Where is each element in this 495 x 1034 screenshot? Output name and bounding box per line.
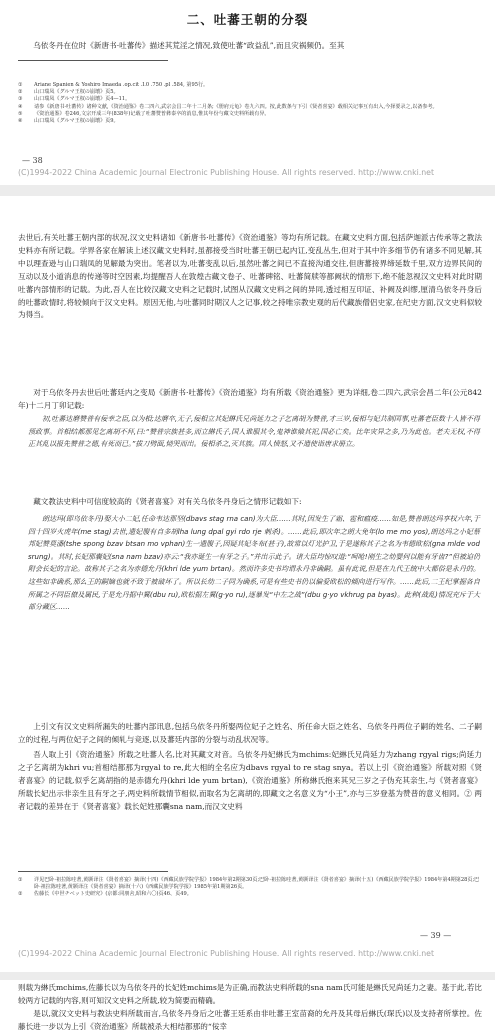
page-number-value: 38	[32, 156, 43, 165]
footnote-text: Ariane Spanien & Yoshiro Imaeda .op.cit .Ⅰ.0 .750 .pl .584, 第95行。	[34, 82, 209, 88]
paragraph-4: 上引文有汉文史料所漏失的吐蕃内部讯息,包括乌依冬丹所娶两位妃子之姓名、所任命大臣之姓名、乌依冬丹两位子嗣的姓名、二子嗣立的过程,与两位妃子之间的倾轧与竞逐,以及蕃廷内部的分裂与动乱状况等。	[18, 722, 482, 744]
page-number-dash: —	[420, 931, 431, 940]
footnote-separator	[18, 871, 168, 872]
footnote-text: 山口瑞凤《グルマ王权の崩壊》页9。	[34, 118, 119, 125]
page-38-fragment	[0, 0, 495, 185]
footnote-text: 详见巴卧·祖拉陈哇著,黄颢译注《贤者喜宴》摘译(十四)《西藏民族学院学报》1984年第2期第30页;巴卧·祖拉陈哇著,黄颢译注《贤者喜宴》摘译(十五)《西藏民族学院学报》1984年第4期第28页;巴卧·祖拉陈哇著,黄颢译注《贤者喜宴》摘译(十六)《西藏民族学院学报》1985年第1期第26页。	[34, 877, 480, 891]
quote-zizhi-tongjian: 初,吐蕃达磨赞普有佞幸之臣,以为相;达磨卒,无子,佞相立其妃綝氏兄尚延力之子乞离胡为赞普,才三岁,佞相与妃共制国事,吐蕃老臣数十人皆不得预政事。首相结都那见乞离胡不拜,曰:“赞普宗族甚多,而立綝氏子,国人谁服其令,鬼神谁飨其祀,国必亡矣。比年灾异之多,乃为此也。老夫无权,不得正其乱以报先赞普之德,有死而已。”拔刀劈面,恸哭而出。佞相杀之,灭其族。国人愤怒,又不遣使诣唐求册立。	[28, 415, 480, 449]
footnote-text: 佐藤长《中世チベット史研究》(京都:同朋舍,昭和六〇)页46、页49。	[34, 891, 192, 898]
paragraph-next: 是以,就汉文史料与教法史料所载而言,乌依冬丹身后之吐蕃王廷系由非吐蕃王室苗裔的允丹及其母后綝氏(琛氏)以及支持者所掌控。佐藤长进一步以为上引《资治通鉴》所载被杀大相结都那的“佞幸	[18, 1009, 482, 1031]
footnote-mark: ①	[18, 877, 23, 883]
footnote	[18, 104, 482, 111]
footnote-mark: ①	[18, 82, 23, 88]
footnote-mark: ⑥	[18, 118, 23, 125]
page-number-dash: —	[440, 931, 452, 940]
footnote	[18, 891, 482, 898]
opening-line: 乌依冬丹在位时《新唐书·吐蕃传》描述其荒淫之情况,致使吐蕃“政益乱”,而且灾祸频仍。至其	[33, 41, 345, 50]
footnote-text: 山口瑞凤《グルマ王权の崩壊》页4—11。	[34, 96, 131, 103]
page-number-value: 39	[430, 931, 441, 940]
footnotes-page-39	[18, 877, 482, 899]
paragraph-5: 吾人取上引《资治通鉴》所载之吐蕃人名,比对其藏文对音。乌依冬丹妃綝氏为mchims:妃綝氏兄尚延力为zhang rgyal rigs;尚延力之子乞离胡为khri vu;首相结都那为rgyal to re,此大相的全名应为dbavs rgyal to re stag snya。若以上引《资治通鉴》所载对照《贤者喜宴》的记载,似乎乞离胡指的是赤德允丹(khri lde yum brtan),《资治通鉴》所称綝氏抱来其兄三岁之子伪充其亲生,与《贤者喜宴》所载长妃出示非亲生且有牙之子,两史料所载情节相似,而取名为乞离胡的,即藏文之名意义为“小王”,亦与三岁登基为赞普的意义相同。② 两者记载的差异在于《贤者喜宴》载长妃姓那囊sna nam,而汉文史料	[18, 750, 482, 811]
footnote	[18, 877, 482, 891]
footnote-mark: ③	[18, 96, 23, 103]
page-number-38	[22, 156, 43, 165]
paragraph-1: 去世后,有关吐蕃王朝内部的状况,汉文史料诸如《新唐书·吐蕃传》《资治通鉴》等均有所记载。在藏文史料方面,包括萨迦派古传承等之教法史料亦有所记载。学界各家在解读上述汉藏文史料时,虽都接受当时吐蕃王朝已起内讧,变乱丛生,但对于其中许多细节仍有诸多不同见解,其中以理查逊与山口瑞凤的见解最为突出。笔者以为,吐蕃变乱以后,虽然吐蕃之间已不直接沟通交往,但唐蕃接界缔延数千里,双方边界民间的互动以及小道消息的传递等时空因素,均提醒吾人在敦煌古藏文卷子、吐蕃碑铭、吐蕃简牍等都阙状的情形下,绝不能忽视汉文史料对此时期吐蕃内部情形的记载。为此,吾人在比较汉藏文史料之记载时,试图从汉藏文史料之间的异同,透过相互印证、补阙及纠缪,厘清乌依冬丹身后的吐蕃政情时,将较倾向于汉文史料。原因无他,与吐蕃同时期汉人之记事,较之持唯宗教史观的后代藏族僧侣史家,在纪史方面,汉文史料似较为得当。	[18, 233, 482, 320]
section-title: 二、吐蕃王朝的分裂	[186, 12, 309, 27]
page-39	[0, 196, 495, 972]
footnote-mark: ②	[18, 89, 23, 96]
page-number-39	[420, 931, 451, 940]
footnotes-page-38	[18, 82, 482, 125]
page-40-fragment	[0, 980, 495, 1031]
footnote-mark: ④	[18, 103, 23, 110]
copyright-watermark: (C)1994-2022 China Academic Journal Electronic Publishing House. All rights reserved. http://www.cnki.net	[18, 168, 435, 177]
page-gap	[0, 185, 495, 196]
quote-xianzhe-xiyan: 朗达玛(即乌依冬丹)娶大小二妃,任命韦达那坚(dbavs stag rna can)为大臣……其时,因发生了霜、雹和瘟疫……如是,赞普朗达玛享权六年,于四十四岁火虎年(me stag)去世,遗妃腹有自多胡lha lung dpal gyi rdo rje 刺杀)。……此后,即次年之朗大免年(lo me mo yos),朗达玛之小妃蔡邦妃赞莫潘(tshe spong bzav btsan mo vphan)生一遗腹子,因疑其妃冬布(甚子),故常以灯光护卫,于是遂称其子之名为韦德欧松(gna mlde vod srung)。其时,长妃那囊妃(sna nam bzav)亦云:“我亦诞生一有牙之子。”并出示此子。诸大臣均惊叹道:“呵呛!刚生之幼婴何以能有牙齿?”但被迫仍附会长妃的言论。故称其子之名为赤德允丹(khri lde yum brtan)。然而许多史书均谓永丹非确嗣。虽有此说,但是在九代王统中大都俗是永丹的。这些如非确系,那么王的嗣嫡也就不致于被破坏了。所以长幼二子同为确系,可是有些史书仍以偏爱欧松的倾向进行写作。……此后,二王纪掌握各自所属之不同臣僚及属民,于是允丹据中翼(dbu ru),欧松据左翼(g·yo ru),逐暴发“中左之战”(dbu g·yo vkhrug pa byas)。此种(战乱)情况充斥于大部分藏区……	[28, 515, 480, 612]
footnote	[18, 118, 482, 125]
footnote-text: 请参《新唐书·吐蕃传》诸种文献,《资治通鉴》卷二四六,武宗会昌二年十二月条;《册府元龟》卷九六四。按,此数条与下引《贤者喜宴》载相关记事互有出入,今择要录之,以备参考。	[34, 103, 438, 110]
paragraph-2: 对于乌依冬丹去世后吐蕃廷内之变局《新唐书·吐蕃传》《资治通鉴》均有所载《资治通鉴》更为详细,卷二四六,武宗会昌二年(公元842年)十二月丁卯记载:	[18, 388, 482, 410]
footnote-mark: ⑤	[18, 110, 23, 117]
page-gap	[0, 972, 495, 980]
footnote-text: 山口瑞凤《グルマ王权の崩壊》页5。	[34, 89, 119, 96]
footnote-separator	[18, 60, 168, 61]
page-number-dash: —	[22, 156, 33, 165]
footnote	[18, 96, 482, 103]
footnote-mark: ②	[18, 891, 23, 898]
paragraph-3: 藏文教法史料中可信度较高的《贤者喜宴》对有关乌依冬丹身后之情形记载如下:	[33, 497, 302, 506]
footnote	[18, 111, 482, 118]
footnote-text: 《资治通鉴》卷246,文宗开成三年(838年)记载了吐蕃赞普彝泰卒的消息,惟其年份与藏文史料所载有异。	[34, 110, 270, 117]
paragraph-continued: 则载为綝氏mchims,佐藤长以为乌依冬丹的长妃姓mchims是为正确,而教法史料所载的sna nam氏可能是綝氏兄尚延力之妻。基于此,若比较两方记载的内容,则可知汉文史料之所载,较为简要而精确。	[18, 983, 482, 1005]
copyright-watermark: (C)1994-2022 China Academic Journal Electronic Publishing House. All rights reserved. http://www.cnki.net	[18, 949, 435, 958]
